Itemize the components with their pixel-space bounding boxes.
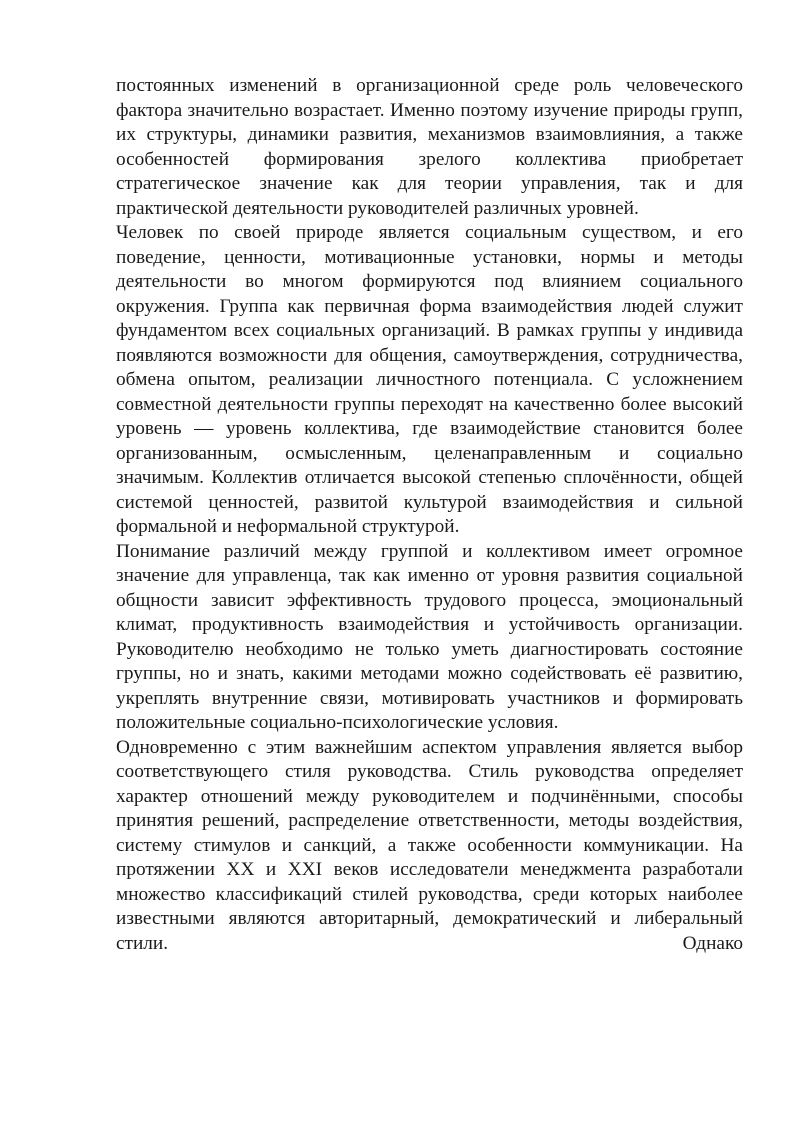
body-text xyxy=(116,74,743,956)
paragraph-3: Понимание различий между группой и коллективом имеет огромное значение для управленца, так как именно от уровня развития социальной общности зависит эффективность трудового процесса, эмоциональный климат, продуктивность взаимодействия и устойчивость организации. Руководителю необходимо не только уметь диагностировать состояние группы, но и знать, какими методами можно содействовать её развитию, укреплять внутренние связи, мотивировать участников и формировать положительные социально-психологические условия. xyxy=(116,540,743,733)
paragraph-2: Человек по своей природе является социальным существом, и его поведение, ценности, мотивационные установки, нормы и методы деятельности во многом формируются под влиянием социального окружения. Группа как первичная форма взаимодействия людей служит фундаментом всех социальных организаций. В рамках группы у индивида появляются возможности для общения, самоутверждения, сотрудничества, обмена опытом, реализации личностного потенциала. С усложнением совместной деятельности группы переходят на качественно более высокий уровень — уровень коллектива, где взаимодействие становится более организованным, осмысленным, целенаправленным и социально значимым. Коллектив отличается высокой степенью сплочённости, общей системой ценностей, развитой культурой взаимодействия и сильной формальной и неформальной структурой. xyxy=(116,222,743,537)
paragraph-1: постоянных изменений в организационной среде роль человеческого фактора значительно возрастает. Именно поэтому изучение природы групп, их структуры, динамики развития, механизмов взаимовлияния, а также особенностей формирования зрелого коллектива приобретает стратегическое значение как для теории управления, так и для практической деятельности руководителей различных уровней. xyxy=(116,75,743,219)
paragraph-4: Одновременно с этим важнейшим аспектом управления является выбор соответствующего стиля руководства. Стиль руководства определяет характер отношений между руководителем и подчинёнными, способы принятия решений, распределение ответственности, методы воздействия, систему стимулов и санкций, а также особенности коммуникации. На протяжении XX и XXI веков исследователи менеджмента разработали множество классификаций стилей руководства, среди которых наиболее известными являются авторитарный, демократический и либеральный стили. Однако xyxy=(116,736,743,954)
